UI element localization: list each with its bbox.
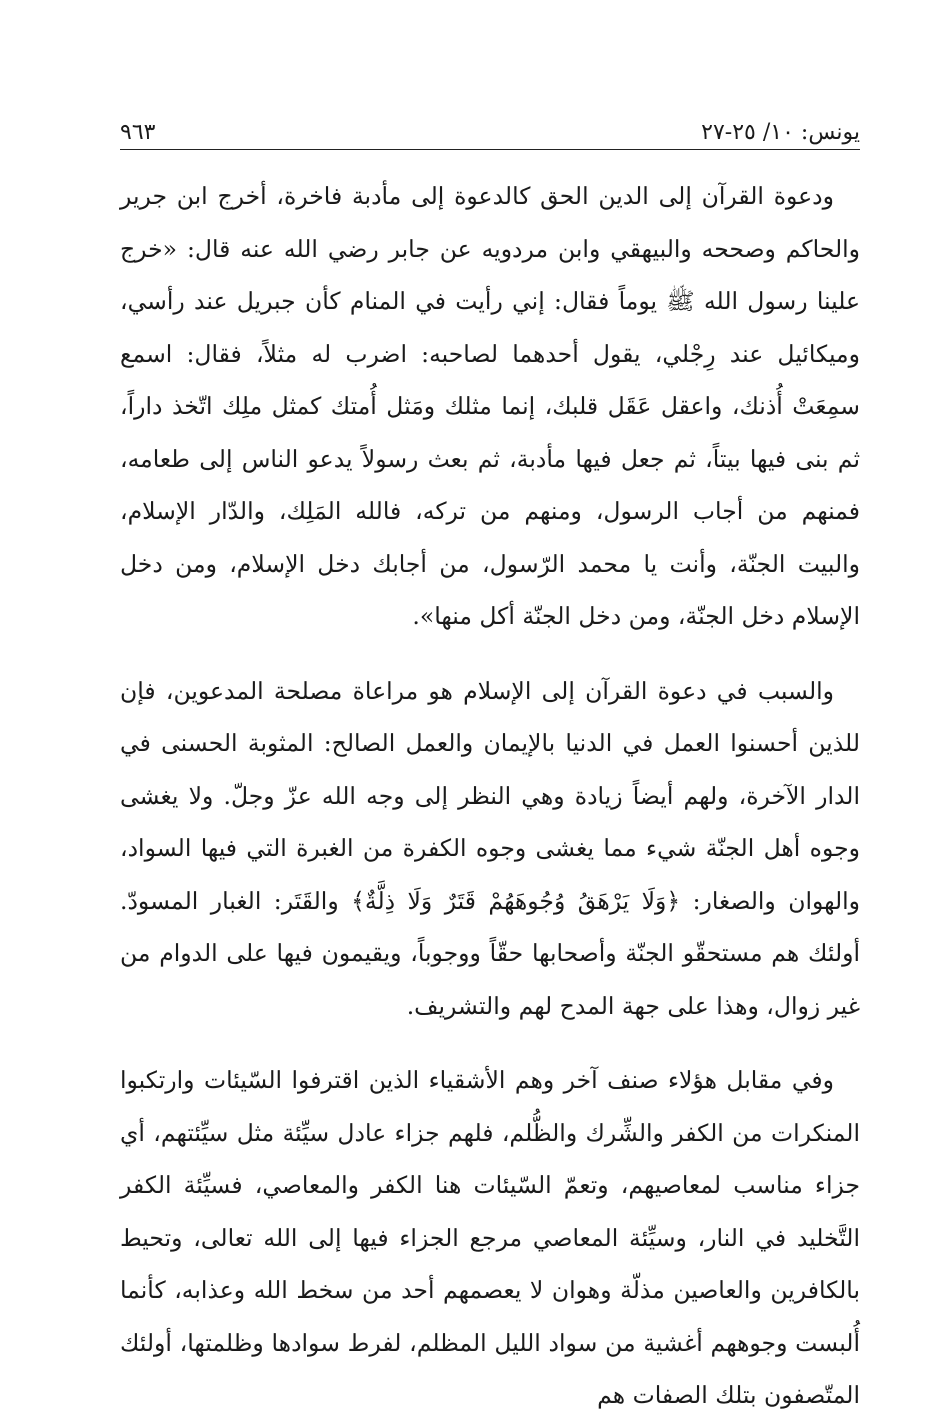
page-body bbox=[120, 170, 860, 1422]
paragraph-invitation-banquet: ودعوة القرآن إلى الدين الحق كالدعوة إلى مأدبة فاخرة، أخرج ابن جرير والحاكم وصححه والبيهقي وابن مردويه عن جابر رضي الله عنه قال: «خرج علينا رسول الله ﷺ يوماً فقال: إني رأيت في المنام كأن جبريل عند رأسي، وميكائيل عند رِجْلي، يقول أحدهما لصاحبه: اضرب له مثلاً، فقال: اسمع سمِعَتْ أُذنك، واعقل عَقَل قلبك، إنما مثلك ومَثل أُمتك كمثل ملِك اتّخذ داراً، ثم بنى فيها بيتاً، ثم جعل فيها مأدبة، ثم بعث رسولاً يدعو الناس إلى طعامه، فمنهم من أجاب الرسول، ومنهم من تركه، فالله المَلِك، والدّار الإسلام، والبيت الجنّة، وأنت يا محمد الرّسول، من أجابك دخل الإسلام، ومن دخل الإسلام دخل الجنّة، ومن دخل الجنّة أكل منها». bbox=[120, 182, 860, 630]
surah-reference: يونس: ١٠/ ٢٥-٢٧ bbox=[701, 120, 860, 145]
paragraph-reward-believers: والسبب في دعوة القرآن إلى الإسلام هو مراعاة مصلحة المدعوين، فإن للذين أحسنوا العمل في الدنيا بالإيمان والعمل الصالح: المثوبة الحسنى في الدار الآخرة، ولهم أيضاً زيادة وهي النظر إلى وجه الله عزّ وجلّ. ولا يغشى وجوه أهل الجنّة شيء مما يغشى وجوه الكفرة من الغبرة التي فيها السواد، والهوان والصغار: ﴿وَلَا يَرْهَقُ وُجُوهَهُمْ قَتَرٌ وَلَا ذِلَّةٌ﴾ والقَتَر: الغبار المسودّ. أولئك هم مستحقّو الجنّة وأصحابها حقّاً ووجوباً، ويقيمون فيها على الدوام من غير زوال، وهذا على جهة المدح لهم والتشريف. bbox=[120, 676, 860, 1020]
page-header bbox=[120, 108, 860, 150]
page-number: ٩٦٣ bbox=[120, 120, 156, 145]
paragraph-punishment-wrongdoers: وفي مقابل هؤلاء صنف آخر وهم الأشقياء الذين اقترفوا السّيئات وارتكبوا المنكرات من الكفر والشِّرك والظُّلم، فلهم جزاء عادل سيِّئة مثل سيِّئتهم، أي جزاء مناسب لمعاصيهم، وتعمّ السّيئات هنا الكفر والمعاصي، فسيِّئة الكفر التَّخليد في النار، وسيِّئة المعاصي مرجع الجزاء فيها إلى الله تعالى، وتحيط بالكافرين والعاصين مذلّة وهوان لا يعصمهم أحد من سخط الله وعذابه، كأنما أُلبست وجوههم أغشية من سواد الليل المظلم، لفرط سوادها وظلمتها، أولئك المتّصفون بتلك الصفات هم bbox=[120, 1066, 860, 1409]
